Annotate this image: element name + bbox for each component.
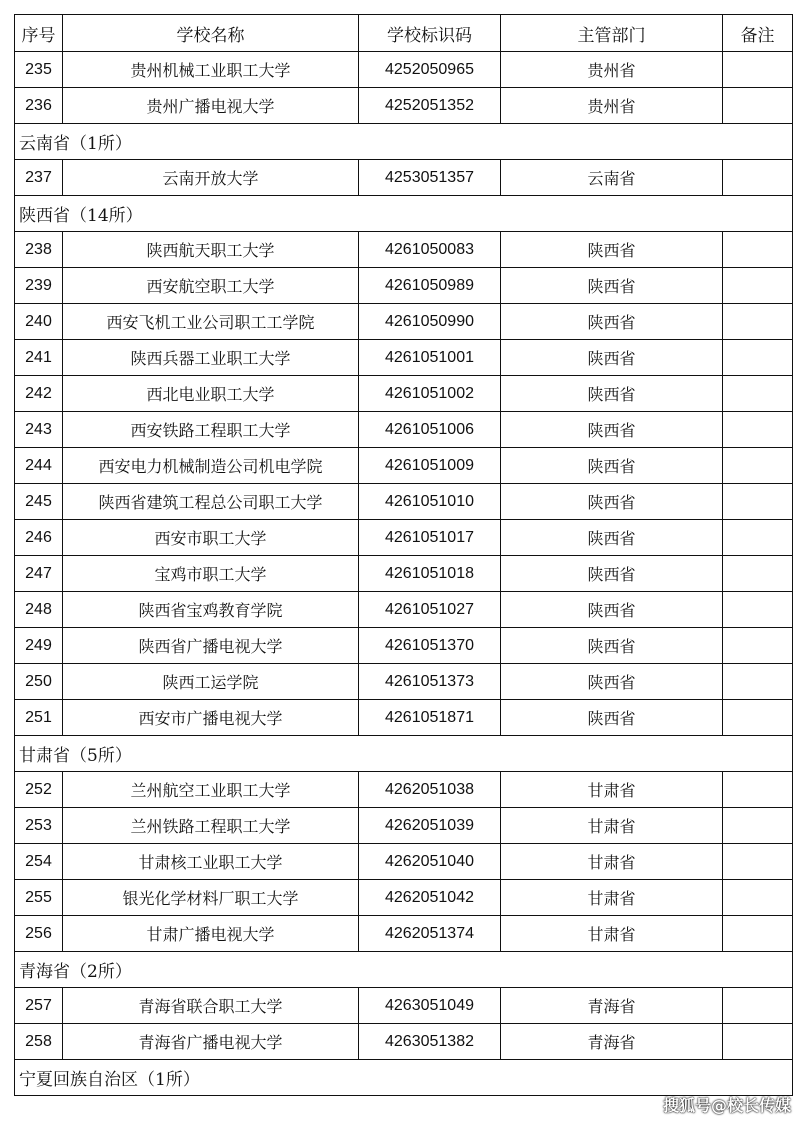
cell-name: 西安市广播电视大学 <box>63 700 359 736</box>
cell-name: 青海省联合职工大学 <box>63 988 359 1024</box>
cell-note <box>723 52 793 88</box>
cell-note <box>723 592 793 628</box>
cell-code: 4253051357 <box>359 160 501 196</box>
cell-dept: 陕西省 <box>501 340 723 376</box>
cell-name: 西安市职工大学 <box>63 520 359 556</box>
cell-dept: 贵州省 <box>501 88 723 124</box>
table-row <box>15 520 793 556</box>
cell-dept: 甘肃省 <box>501 808 723 844</box>
cell-note <box>723 268 793 304</box>
table-row <box>15 304 793 340</box>
cell-code: 4261051009 <box>359 448 501 484</box>
cell-no: 235 <box>15 52 63 88</box>
table-row <box>15 160 793 196</box>
table-row <box>15 448 793 484</box>
cell-no: 251 <box>15 700 63 736</box>
header-note: 备注 <box>723 15 793 52</box>
cell-dept: 陕西省 <box>501 664 723 700</box>
table-row <box>15 412 793 448</box>
cell-name: 兰州铁路工程职工大学 <box>63 808 359 844</box>
cell-note <box>723 808 793 844</box>
section-row <box>15 196 793 232</box>
cell-name: 西北电业职工大学 <box>63 376 359 412</box>
cell-code: 4262051374 <box>359 916 501 952</box>
cell-code: 4261051370 <box>359 628 501 664</box>
cell-dept: 甘肃省 <box>501 880 723 916</box>
cell-no: 237 <box>15 160 63 196</box>
cell-name: 陕西兵器工业职工大学 <box>63 340 359 376</box>
section-title: 宁夏回族自治区（1所） <box>15 1060 793 1096</box>
cell-code: 4261051018 <box>359 556 501 592</box>
cell-name: 甘肃广播电视大学 <box>63 916 359 952</box>
cell-code: 4261051001 <box>359 340 501 376</box>
section-row <box>15 952 793 988</box>
table-row <box>15 844 793 880</box>
table-body <box>15 52 793 1096</box>
table-row <box>15 592 793 628</box>
section-title: 云南省（1所） <box>15 124 793 160</box>
table-row <box>15 376 793 412</box>
header-name: 学校名称 <box>63 15 359 52</box>
table-row <box>15 1024 793 1060</box>
table-row <box>15 700 793 736</box>
cell-name: 西安铁路工程职工大学 <box>63 412 359 448</box>
watermark: 搜狐号@校长传媒 <box>662 1096 791 1115</box>
cell-name: 陕西省建筑工程总公司职工大学 <box>63 484 359 520</box>
cell-code: 4261051002 <box>359 376 501 412</box>
section-title: 青海省（2所） <box>15 952 793 988</box>
cell-code: 4252050965 <box>359 52 501 88</box>
cell-no: 258 <box>15 1024 63 1060</box>
table-row <box>15 880 793 916</box>
cell-dept: 云南省 <box>501 160 723 196</box>
table-row <box>15 628 793 664</box>
cell-no: 245 <box>15 484 63 520</box>
cell-name: 青海省广播电视大学 <box>63 1024 359 1060</box>
cell-note <box>723 988 793 1024</box>
cell-dept: 陕西省 <box>501 304 723 340</box>
table-row <box>15 556 793 592</box>
cell-note <box>723 844 793 880</box>
cell-dept: 陕西省 <box>501 628 723 664</box>
cell-dept: 甘肃省 <box>501 916 723 952</box>
cell-no: 256 <box>15 916 63 952</box>
table-row <box>15 340 793 376</box>
section-row <box>15 1060 793 1096</box>
cell-dept: 甘肃省 <box>501 844 723 880</box>
cell-code: 4261051017 <box>359 520 501 556</box>
table-row <box>15 52 793 88</box>
cell-no: 242 <box>15 376 63 412</box>
cell-code: 4261051871 <box>359 700 501 736</box>
cell-note <box>723 1024 793 1060</box>
cell-name: 陕西航天职工大学 <box>63 232 359 268</box>
schools-table <box>14 14 793 1096</box>
cell-no: 255 <box>15 880 63 916</box>
cell-dept: 陕西省 <box>501 556 723 592</box>
cell-dept: 贵州省 <box>501 52 723 88</box>
cell-dept: 陕西省 <box>501 412 723 448</box>
cell-note <box>723 88 793 124</box>
header-no: 序号 <box>15 15 63 52</box>
cell-name: 甘肃核工业职工大学 <box>63 844 359 880</box>
cell-no: 243 <box>15 412 63 448</box>
section-title: 甘肃省（5所） <box>15 736 793 772</box>
cell-name: 贵州机械工业职工大学 <box>63 52 359 88</box>
cell-no: 244 <box>15 448 63 484</box>
table-row <box>15 664 793 700</box>
cell-no: 239 <box>15 268 63 304</box>
cell-code: 4261050989 <box>359 268 501 304</box>
cell-dept: 陕西省 <box>501 592 723 628</box>
section-title: 陕西省（14所） <box>15 196 793 232</box>
cell-code: 4263051382 <box>359 1024 501 1060</box>
table-row <box>15 268 793 304</box>
cell-name: 陕西省广播电视大学 <box>63 628 359 664</box>
cell-name: 西安航空职工大学 <box>63 268 359 304</box>
cell-code: 4252051352 <box>359 88 501 124</box>
cell-note <box>723 376 793 412</box>
cell-dept: 陕西省 <box>501 376 723 412</box>
cell-name: 西安飞机工业公司职工工学院 <box>63 304 359 340</box>
cell-note <box>723 916 793 952</box>
cell-name: 陕西省宝鸡教育学院 <box>63 592 359 628</box>
cell-name: 贵州广播电视大学 <box>63 88 359 124</box>
cell-dept: 陕西省 <box>501 232 723 268</box>
cell-note <box>723 484 793 520</box>
cell-note <box>723 232 793 268</box>
table-row <box>15 808 793 844</box>
cell-no: 252 <box>15 772 63 808</box>
cell-dept: 陕西省 <box>501 268 723 304</box>
cell-note <box>723 304 793 340</box>
cell-no: 240 <box>15 304 63 340</box>
cell-name: 兰州航空工业职工大学 <box>63 772 359 808</box>
table-row <box>15 88 793 124</box>
cell-code: 4262051042 <box>359 880 501 916</box>
table-row <box>15 484 793 520</box>
cell-no: 247 <box>15 556 63 592</box>
cell-no: 257 <box>15 988 63 1024</box>
cell-name: 宝鸡市职工大学 <box>63 556 359 592</box>
cell-note <box>723 700 793 736</box>
table-row <box>15 916 793 952</box>
table-row <box>15 232 793 268</box>
header-row <box>15 15 793 52</box>
cell-code: 4261051373 <box>359 664 501 700</box>
cell-code: 4261051006 <box>359 412 501 448</box>
cell-note <box>723 880 793 916</box>
cell-dept: 青海省 <box>501 988 723 1024</box>
cell-name: 银光化学材料厂职工大学 <box>63 880 359 916</box>
header-dept: 主管部门 <box>501 15 723 52</box>
cell-dept: 青海省 <box>501 1024 723 1060</box>
cell-dept: 陕西省 <box>501 520 723 556</box>
cell-code: 4261051027 <box>359 592 501 628</box>
section-row <box>15 124 793 160</box>
table-row <box>15 772 793 808</box>
cell-dept: 陕西省 <box>501 484 723 520</box>
cell-note <box>723 664 793 700</box>
cell-no: 250 <box>15 664 63 700</box>
cell-note <box>723 160 793 196</box>
cell-dept: 陕西省 <box>501 448 723 484</box>
header-code: 学校标识码 <box>359 15 501 52</box>
cell-note <box>723 340 793 376</box>
cell-code: 4261050083 <box>359 232 501 268</box>
cell-no: 241 <box>15 340 63 376</box>
section-row <box>15 736 793 772</box>
cell-code: 4263051049 <box>359 988 501 1024</box>
cell-no: 248 <box>15 592 63 628</box>
cell-note <box>723 628 793 664</box>
cell-dept: 陕西省 <box>501 700 723 736</box>
cell-code: 4262051038 <box>359 772 501 808</box>
cell-code: 4262051040 <box>359 844 501 880</box>
cell-code: 4261051010 <box>359 484 501 520</box>
cell-no: 238 <box>15 232 63 268</box>
cell-note <box>723 556 793 592</box>
cell-note <box>723 412 793 448</box>
cell-code: 4261050990 <box>359 304 501 340</box>
cell-no: 246 <box>15 520 63 556</box>
cell-note <box>723 448 793 484</box>
cell-no: 253 <box>15 808 63 844</box>
cell-note <box>723 772 793 808</box>
cell-code: 4262051039 <box>359 808 501 844</box>
cell-no: 236 <box>15 88 63 124</box>
cell-name: 云南开放大学 <box>63 160 359 196</box>
table-row <box>15 988 793 1024</box>
cell-dept: 甘肃省 <box>501 772 723 808</box>
cell-name: 陕西工运学院 <box>63 664 359 700</box>
cell-note <box>723 520 793 556</box>
cell-no: 254 <box>15 844 63 880</box>
cell-no: 249 <box>15 628 63 664</box>
cell-name: 西安电力机械制造公司机电学院 <box>63 448 359 484</box>
